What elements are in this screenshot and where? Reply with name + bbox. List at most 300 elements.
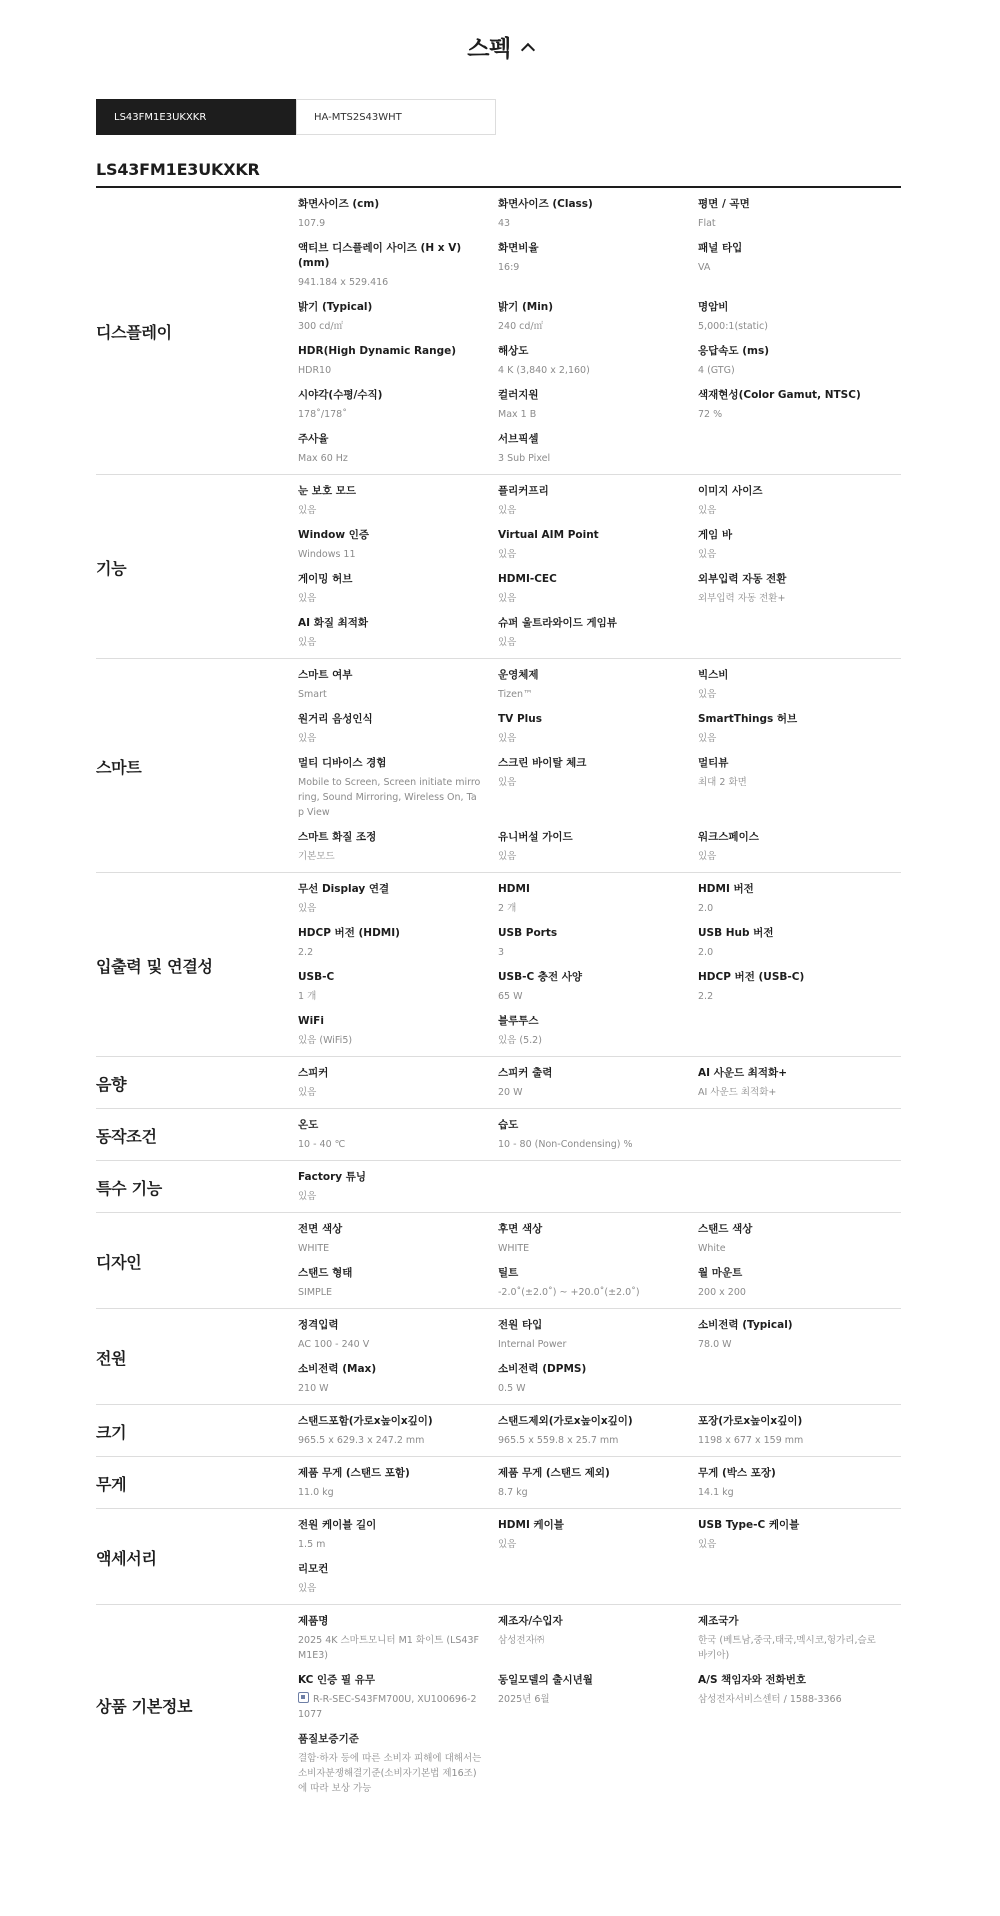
spec-label: 소비전력 (Max) (298, 1363, 377, 1375)
spec-label: HDMI (498, 883, 530, 895)
spec-label: 스마트 화질 조정 (298, 831, 377, 843)
spec-label: HDCP 버전 (HDMI) (298, 927, 400, 939)
spec-label: TV Plus (498, 713, 542, 725)
spec-value-wrap (298, 503, 482, 518)
spec-item (298, 1118, 498, 1152)
spec-grid (298, 1414, 901, 1448)
spec-value: 3 Sub Pixel (498, 453, 551, 464)
spec-item (498, 830, 698, 864)
spec-item (298, 1673, 498, 1722)
tab-ha-mts2s43wht[interactable]: HA-MTS2S43WHT (296, 99, 496, 135)
spec-value-wrap (298, 216, 482, 231)
spec-item (498, 616, 698, 650)
spec-item (498, 1066, 698, 1100)
spec-value: 1 개 (298, 991, 317, 1002)
spec-label: 운영체제 (498, 669, 539, 681)
spec-label: 플리커프리 (498, 485, 549, 497)
spec-label: 동일모델의 출시년월 (498, 1674, 593, 1686)
spec-item (498, 344, 698, 378)
spec-item (298, 1170, 498, 1204)
spec-item (498, 1318, 698, 1352)
spec-value: 4 K (3,840 x 2,160) (498, 365, 590, 376)
spec-value-wrap (498, 1137, 682, 1152)
spec-item (298, 484, 498, 518)
spec-value: HDR10 (298, 365, 332, 376)
spec-value-wrap (698, 1337, 882, 1352)
spec-label: 제조국가 (698, 1615, 739, 1627)
spec-section (96, 1213, 901, 1309)
spec-section (96, 1605, 901, 1804)
spec-item (698, 1318, 898, 1352)
spec-label: 화면사이즈 (cm) (298, 198, 380, 210)
spec-value: 있음 (298, 733, 317, 744)
spec-item (498, 1014, 698, 1048)
spec-item (698, 1518, 898, 1552)
spec-value-wrap (498, 407, 682, 422)
spec-label: HDMI 케이블 (498, 1519, 564, 1531)
spec-item (298, 1732, 498, 1796)
spec-label: 틸트 (498, 1267, 519, 1279)
spec-item (298, 1414, 498, 1448)
spec-label: 눈 보호 모드 (298, 485, 357, 497)
spec-label: USB Type-C 케이블 (698, 1519, 800, 1531)
spec-label: 패널 타입 (698, 242, 743, 254)
spec-value: 있음 (298, 637, 317, 648)
spec-item (298, 1518, 498, 1552)
spec-value-wrap (498, 363, 682, 378)
spec-value: 10 - 40 ℃ (298, 1139, 346, 1150)
spec-value: WHITE (298, 1243, 330, 1254)
spec-item (698, 1066, 898, 1100)
spec-item (298, 1066, 498, 1100)
spec-value-wrap (298, 363, 482, 378)
spec-value: WHITE (498, 1243, 530, 1254)
spec-item (498, 1414, 698, 1448)
spec-value-wrap (298, 1433, 482, 1448)
spec-label: 스크린 바이탈 체크 (498, 757, 587, 769)
spec-section (96, 188, 901, 475)
spec-value: 있음 (498, 851, 517, 862)
spec-item (698, 528, 898, 562)
spec-value-wrap (498, 1692, 682, 1707)
spec-value: 한국 (베트남,중국,태국,멕시코,헝가리,슬로바키아) (698, 1635, 876, 1661)
spec-item (698, 344, 898, 378)
spec-section (96, 1457, 901, 1509)
spec-item (298, 241, 498, 290)
spec-label: 월 마운트 (698, 1267, 743, 1279)
spec-item (298, 432, 498, 466)
spec-item (498, 1266, 698, 1300)
spec-value: 있음 (298, 1087, 317, 1098)
spec-value-wrap (298, 1189, 482, 1204)
spec-label: 후면 색상 (498, 1223, 543, 1235)
spec-value-wrap (498, 451, 682, 466)
spec-label: 밝기 (Typical) (298, 301, 373, 313)
spec-value-wrap (698, 775, 882, 790)
spec-value: 있음 (5.2) (498, 1035, 542, 1046)
spec-value: 10 - 80 (Non-Condensing) % (498, 1139, 633, 1150)
spec-item (498, 882, 698, 916)
section-title: 무게 (96, 1474, 127, 1494)
spec-label: 액티브 디스플레이 사이즈 (H x V) (mm) (298, 242, 462, 269)
spec-value-wrap (298, 775, 482, 820)
spec-label: 화면사이즈 (Class) (498, 198, 593, 210)
spec-item (698, 388, 898, 422)
spec-value-wrap (698, 260, 882, 275)
spec-label: 주사율 (298, 433, 329, 445)
spec-item (498, 241, 698, 290)
spec-value-wrap (298, 1137, 482, 1152)
spec-item (698, 1673, 898, 1722)
spec-value: 기본모드 (298, 851, 335, 862)
spec-item (498, 1518, 698, 1552)
spec-value-wrap (298, 945, 482, 960)
spec-value: AC 100 - 240 V (298, 1339, 370, 1350)
spec-value-wrap (698, 1085, 882, 1100)
spec-value-wrap (298, 635, 482, 650)
spec-label: 무선 Display 연결 (298, 883, 390, 895)
spec-header[interactable] (0, 30, 1000, 63)
spec-value: 78.0 W (698, 1339, 732, 1350)
spec-section (96, 1161, 901, 1213)
spec-label: 스피커 출력 (498, 1067, 553, 1079)
spec-value: Flat (698, 218, 716, 229)
spec-value: Smart (298, 689, 327, 700)
spec-value: 1198 x 677 x 159 mm (698, 1435, 804, 1446)
spec-value: 240 cd/㎡ (498, 321, 544, 332)
spec-value: White (698, 1243, 726, 1254)
spec-section (96, 873, 901, 1057)
spec-section (96, 1057, 901, 1109)
spec-value-wrap (498, 635, 682, 650)
spec-item (298, 756, 498, 820)
spec-value-wrap (698, 731, 882, 746)
spec-value: 2.2 (298, 947, 314, 958)
spec-section (96, 1109, 901, 1161)
section-title: 기능 (96, 558, 127, 578)
spec-item (698, 1466, 898, 1500)
spec-value-wrap (298, 591, 482, 606)
section-title: 디스플레이 (96, 323, 172, 342)
spec-label: Window 인증 (298, 529, 370, 541)
spec-value-wrap (698, 1633, 882, 1663)
spec-label: 응답속도 (ms) (698, 345, 770, 357)
spec-value: 1.5 m (298, 1539, 326, 1550)
spec-item (298, 712, 498, 746)
spec-label: HDMI 버전 (698, 883, 754, 895)
spec-value: 있음 (298, 505, 317, 516)
spec-item (498, 484, 698, 518)
spec-item (698, 300, 898, 334)
spec-value-wrap (698, 319, 882, 334)
spec-value: R-R-SEC-S43FM700U, XU100696-21077 (298, 1694, 477, 1720)
spec-item (498, 712, 698, 746)
spec-label: WiFi (298, 1015, 324, 1027)
spec-value: 210 W (298, 1383, 329, 1394)
spec-label: 전원 타입 (498, 1319, 543, 1331)
spec-label: 스탠드 색상 (698, 1223, 753, 1235)
spec-item (298, 1614, 498, 1663)
spec-label: 외부입력 자동 전환 (698, 573, 787, 585)
spec-value: 965.5 x 559.8 x 25.7 mm (498, 1435, 619, 1446)
spec-value: 2025년 6월 (498, 1694, 550, 1705)
spec-item (298, 970, 498, 1004)
spec-item (498, 756, 698, 820)
spec-item (698, 241, 898, 290)
model-tabs (96, 99, 496, 135)
spec-value-wrap (698, 216, 882, 231)
spec-label: KC 인증 필 유무 (298, 1674, 376, 1686)
spec-item (298, 1014, 498, 1048)
spec-label: AI 사운드 최적화+ (698, 1067, 787, 1079)
spec-item (698, 1266, 898, 1300)
spec-label: 유니버설 가이드 (498, 831, 573, 843)
spec-grid (298, 1170, 901, 1204)
spec-value: 있음 (498, 733, 517, 744)
spec-value-wrap (298, 547, 482, 562)
spec-value-wrap (298, 1033, 482, 1048)
spec-value-wrap (298, 1581, 482, 1596)
spec-item (698, 572, 898, 606)
spec-value: 5,000:1(static) (698, 321, 768, 332)
spec-value-wrap (498, 731, 682, 746)
spec-item (498, 1466, 698, 1500)
spec-value: 941.184 x 529.416 (298, 277, 389, 288)
section-title: 디자인 (96, 1252, 142, 1272)
spec-label: USB Ports (498, 927, 558, 939)
spec-value-wrap (298, 1692, 482, 1722)
spec-value-wrap (498, 1337, 682, 1352)
spec-label: 슈퍼 울트라와이드 게임뷰 (498, 617, 617, 629)
spec-value-wrap (298, 1485, 482, 1500)
spec-label: 워크스페이스 (698, 831, 759, 843)
spec-value: 있음 (498, 593, 517, 604)
spec-value-wrap (698, 687, 882, 702)
spec-value-wrap (698, 1485, 882, 1500)
spec-value: 있음 (698, 689, 717, 700)
spec-title-text: 스펙 (467, 36, 511, 62)
spec-item (298, 197, 498, 231)
spec-value-wrap (298, 1241, 482, 1256)
spec-label: USB Hub 버전 (698, 927, 774, 939)
spec-label: USB-C (298, 971, 335, 983)
spec-label: 스탠드 형태 (298, 1267, 353, 1279)
spec-value: 107.9 (298, 218, 326, 229)
spec-item (698, 970, 898, 1004)
spec-value-wrap (298, 1085, 482, 1100)
spec-value-wrap (498, 1241, 682, 1256)
spec-label: 제품명 (298, 1615, 329, 1627)
spec-label: 블루투스 (498, 1015, 539, 1027)
spec-grid (298, 1222, 901, 1300)
spec-item (498, 668, 698, 702)
spec-item (298, 668, 498, 702)
spec-label: 빅스비 (698, 669, 729, 681)
spec-value: 있음 (298, 593, 317, 604)
spec-label: USB-C 충전 사양 (498, 971, 583, 983)
spec-item (498, 926, 698, 960)
spec-value-wrap (298, 1751, 482, 1796)
spec-value: 65 W (498, 991, 523, 1002)
spec-label: 서브픽셀 (498, 433, 539, 445)
spec-value-wrap (698, 503, 882, 518)
spec-section (96, 1309, 901, 1405)
spec-section (96, 1509, 901, 1605)
section-title: 음향 (96, 1074, 127, 1094)
spec-label: 정격입력 (298, 1319, 339, 1331)
section-title: 액세서리 (96, 1548, 157, 1568)
spec-value: 있음 (498, 777, 517, 788)
model-title: LS43FM1E3UKXKR (96, 160, 260, 179)
spec-value-wrap (298, 989, 482, 1004)
spec-section (96, 475, 901, 659)
spec-item (298, 1562, 498, 1596)
spec-value-wrap (698, 1433, 882, 1448)
spec-value-wrap (298, 731, 482, 746)
spec-label: 소비전력 (Typical) (698, 1319, 793, 1331)
spec-value-wrap (498, 1033, 682, 1048)
spec-value-wrap (498, 547, 682, 562)
chevron-up-icon[interactable] (521, 43, 535, 57)
spec-value: 있음 (698, 549, 717, 560)
spec-label: HDMI-CEC (498, 573, 557, 585)
section-title: 스마트 (96, 757, 142, 777)
spec-label: 멀티 디바이스 경험 (298, 757, 387, 769)
spec-value-wrap (498, 687, 682, 702)
spec-value-wrap (298, 451, 482, 466)
spec-value-wrap (498, 1485, 682, 1500)
spec-value-wrap (498, 1381, 682, 1396)
spec-value-wrap (498, 503, 682, 518)
spec-value: VA (698, 262, 711, 273)
spec-value-wrap (698, 363, 882, 378)
spec-label: 스피커 (298, 1067, 329, 1079)
spec-item (298, 572, 498, 606)
spec-value: 72 % (698, 409, 723, 420)
spec-value-wrap (498, 1433, 682, 1448)
spec-value-wrap (698, 989, 882, 1004)
spec-label: 화면비율 (498, 242, 539, 254)
spec-section (96, 1405, 901, 1457)
spec-item (298, 1222, 498, 1256)
spec-value-wrap (698, 901, 882, 916)
spec-item (298, 830, 498, 864)
spec-grid (298, 668, 901, 864)
spec-item (298, 344, 498, 378)
spec-label: 게임 바 (698, 529, 733, 541)
spec-value-wrap (498, 216, 682, 231)
spec-value: 300 cd/㎡ (298, 321, 344, 332)
spec-value: 3 (498, 947, 505, 958)
spec-item (698, 712, 898, 746)
spec-label: 전원 케이블 길이 (298, 1519, 377, 1531)
spec-label: 온도 (298, 1119, 319, 1131)
spec-value: Internal Power (498, 1339, 567, 1350)
spec-item (498, 1222, 698, 1256)
spec-section (96, 659, 901, 873)
spec-value-wrap (498, 849, 682, 864)
spec-label: 포장(가로x높이x깊이) (698, 1415, 803, 1427)
spec-value: 있음 (498, 549, 517, 560)
spec-value: Max 60 Hz (298, 453, 348, 464)
spec-value-wrap (698, 1692, 882, 1707)
tab-ls43fm1e3ukxkr[interactable]: LS43FM1E3UKXKR (96, 99, 296, 135)
spec-value: 2.0 (698, 947, 714, 958)
spec-value: 178˚/178˚ (298, 409, 347, 420)
spec-item (498, 1673, 698, 1722)
spec-grid (298, 882, 901, 1048)
spec-label: 해상도 (498, 345, 529, 357)
spec-value: 있음 (498, 637, 517, 648)
spec-label: 이미지 사이즈 (698, 485, 763, 497)
spec-item (698, 668, 898, 702)
spec-value: 있음 (298, 1191, 317, 1202)
spec-item (498, 1614, 698, 1663)
spec-value: 있음 (698, 733, 717, 744)
spec-label: A/S 책임자와 전화번호 (698, 1674, 806, 1686)
spec-value: 있음 (698, 851, 717, 862)
spec-value-wrap (698, 591, 882, 606)
spec-value-wrap (298, 901, 482, 916)
spec-value-wrap (498, 1285, 682, 1300)
spec-value-wrap (698, 547, 882, 562)
spec-value-wrap (298, 1633, 482, 1663)
spec-value: 있음 (498, 1539, 517, 1550)
spec-value: 있음 (WiFi5) (298, 1035, 353, 1046)
spec-value-wrap (698, 1285, 882, 1300)
spec-value: 2.2 (698, 991, 714, 1002)
spec-value-wrap (498, 775, 682, 790)
spec-value-wrap (698, 945, 882, 960)
spec-value: 0.5 W (498, 1383, 526, 1394)
spec-item (698, 197, 898, 231)
spec-label: 리모컨 (298, 1563, 329, 1575)
section-title: 크기 (96, 1422, 127, 1442)
spec-value: 965.5 x 629.3 x 247.2 mm (298, 1435, 425, 1446)
section-title: 전원 (96, 1348, 127, 1368)
spec-value: 8.7 kg (498, 1487, 528, 1498)
section-title: 동작조건 (96, 1126, 157, 1146)
spec-item (698, 926, 898, 960)
spec-label: 전면 색상 (298, 1223, 343, 1235)
spec-value: Tizen™ (498, 689, 533, 700)
spec-value: 외부입력 자동 전환+ (698, 593, 786, 604)
spec-item (498, 432, 698, 466)
spec-label: 품질보증기준 (298, 1733, 359, 1745)
spec-value-wrap (298, 275, 482, 290)
spec-item (298, 1318, 498, 1352)
spec-item (298, 300, 498, 334)
spec-title (467, 30, 532, 63)
spec-item (298, 1466, 498, 1500)
spec-value: AI 사운드 최적화+ (698, 1087, 777, 1098)
spec-value: 14.1 kg (698, 1487, 734, 1498)
spec-value-wrap (698, 1241, 882, 1256)
spec-grid (298, 1466, 901, 1500)
spec-item (698, 484, 898, 518)
spec-label: 컬러지원 (498, 389, 539, 401)
spec-value: 있음 (698, 505, 717, 516)
spec-label: 시야각(수평/수직) (298, 389, 383, 401)
spec-label: 스탠드제외(가로x높이x깊이) (498, 1415, 633, 1427)
spec-value: 있음 (298, 903, 317, 914)
spec-value: 있음 (698, 1539, 717, 1550)
spec-value: 있음 (298, 1583, 317, 1594)
spec-value: 2025 4K 스마트모니터 M1 화이트 (LS43FM1E3) (298, 1635, 479, 1661)
spec-item (698, 830, 898, 864)
spec-item (698, 882, 898, 916)
spec-item (498, 388, 698, 422)
